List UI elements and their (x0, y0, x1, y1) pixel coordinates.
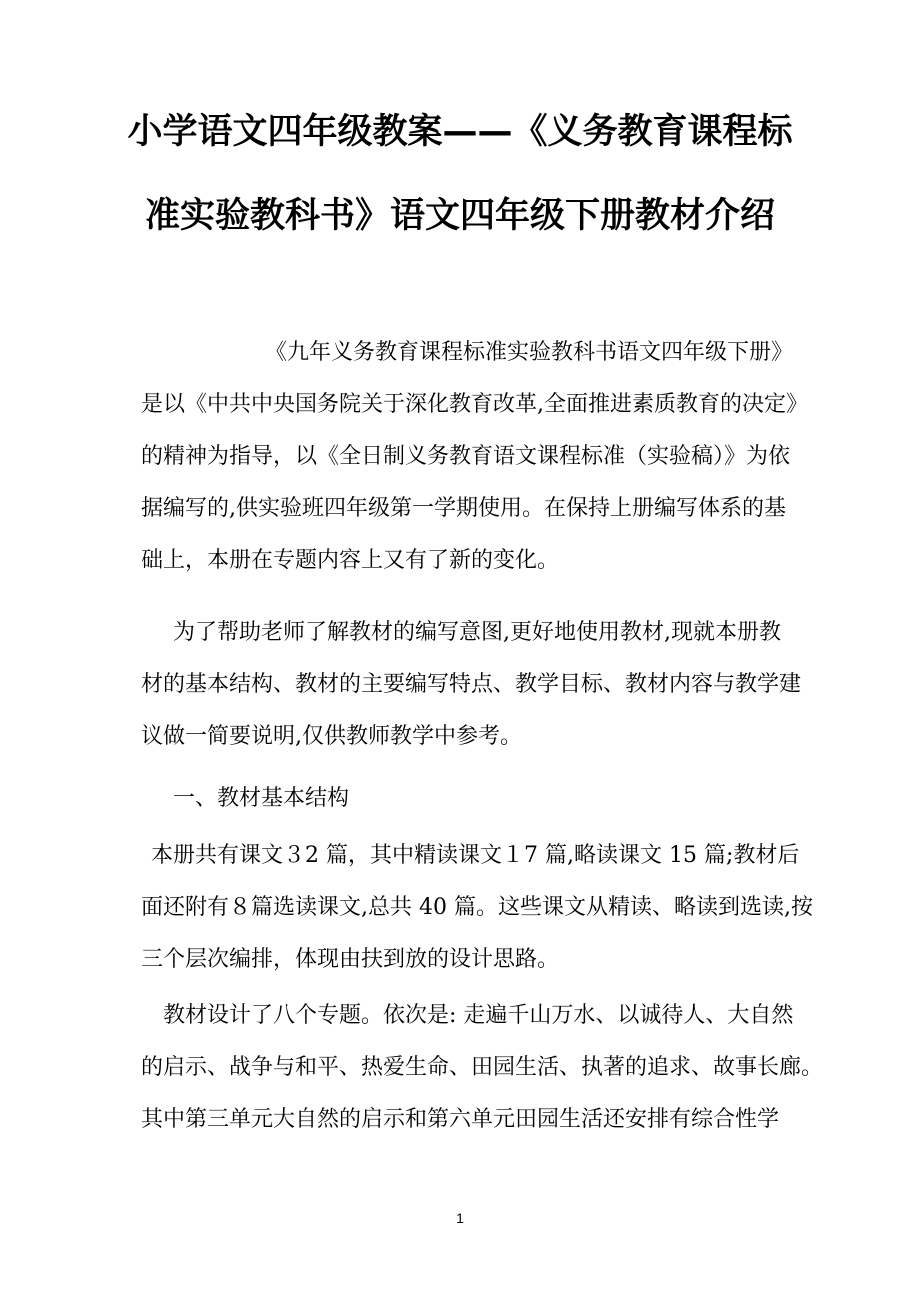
paragraph-line: 为了帮助老师了解教材的编写意图,更好地使用教材,现就本册教 (173, 620, 781, 645)
paragraph-line: 议做一简要说明,仅供教师教学中参考。 (141, 724, 522, 749)
document-title-line-1: 小学语文四年级教案——《义务教育课程标 (127, 112, 793, 152)
section-heading (141, 773, 781, 825)
paragraph-line: 是以《中共中央国务院关于深化教育改革,全面推进素质教育的决定》 (141, 392, 808, 417)
paragraph-structure (141, 830, 813, 986)
paragraph-intro (141, 327, 808, 587)
paragraph-line: 教材设计了八个专题。依次是: 走遍千山万水、以诚待人、大自然 (163, 1003, 794, 1028)
paragraph-line: 《九年义务教育课程标准实验教科书语文四年级下册》 (265, 340, 794, 365)
paragraph-line: 面还附有８篇选读课文,总共 40 篇。这些课文从精读、略读到选读,按 (141, 895, 813, 920)
paragraph-line: 材的基本结构、教材的主要编写特点、教学目标、教材内容与教学建 (141, 672, 802, 697)
paragraph-topics (141, 990, 824, 1146)
paragraph-line: 础上，本册在专题内容上又有了新的变化。 (141, 548, 560, 573)
paragraph-line: 本册共有课文３2 篇，其中精读课文１7 篇,略读课文 15 篇;教材后 (151, 843, 800, 868)
section-heading-text: 一、教材基本结构 (173, 786, 350, 811)
document-title-line-2: 准实验教科书》语文四年级下册教材介绍 (144, 196, 775, 236)
page-number: 1 (456, 1210, 464, 1226)
paragraph-line: 其中第三单元大自然的启示和第六单元田园生活还安排有综合性学 (141, 1107, 780, 1132)
paragraph-line: 据编写的,供实验班四年级第一学期使用。在保持上册编写体系的基 (141, 496, 786, 521)
paragraph-line: 三个层次编排，体现由扶到放的设计思路。 (141, 947, 560, 972)
paragraph-line: 的精神为指导，以《全日制义务教育语文课程标准（实验稿）》为依 (141, 444, 791, 469)
paragraph-purpose (141, 607, 802, 763)
paragraph-line: 的启示、战争与和平、热爱生命、田园生活、执著的追求、故事长廊。 (141, 1055, 824, 1080)
